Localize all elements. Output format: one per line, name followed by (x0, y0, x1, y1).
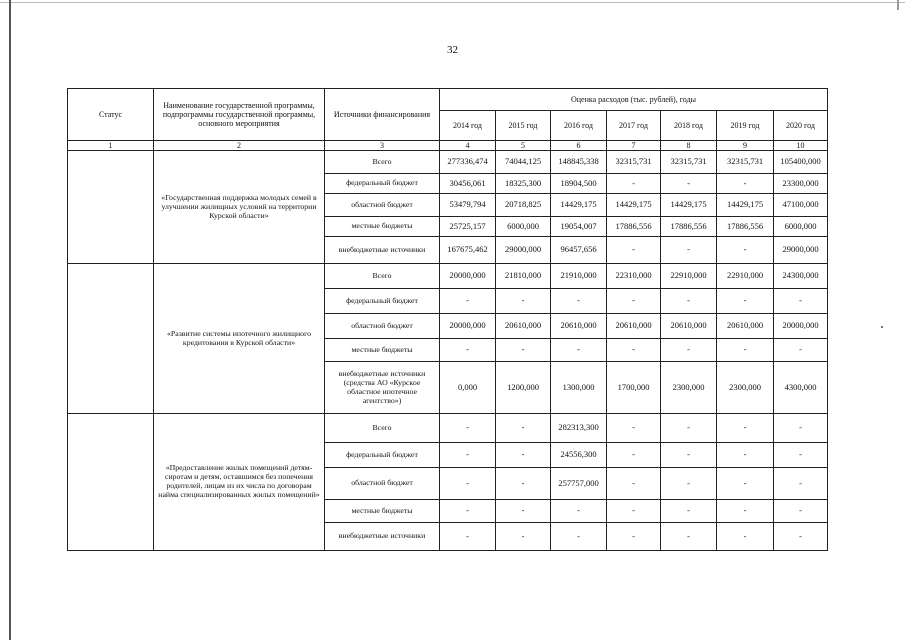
col-number: 8 (661, 141, 717, 151)
value-cell: - (661, 468, 717, 500)
source-cell: внебюджетные источники (325, 237, 440, 264)
value-cell: - (774, 414, 828, 443)
value-cell: - (717, 500, 774, 523)
value-cell: - (717, 414, 774, 443)
scan-mark (897, 0, 899, 10)
table-row (68, 151, 828, 174)
value-cell: 14429,175 (661, 194, 717, 217)
value-cell: 21810,000 (496, 264, 551, 289)
value-cell: - (440, 523, 496, 551)
table-row (68, 264, 828, 289)
value-cell: - (607, 289, 661, 314)
program-name: «Государственная поддержка молодых семей в улучшении жилищных условий на территории Курской области» (154, 151, 325, 264)
value-cell: - (551, 500, 607, 523)
value-cell: - (774, 339, 828, 362)
value-cell: - (661, 289, 717, 314)
value-cell: 4300,000 (774, 362, 828, 414)
page-number: 32 (447, 44, 458, 56)
value-cell: - (774, 523, 828, 551)
value-cell: - (607, 339, 661, 362)
value-cell: 14429,175 (717, 194, 774, 217)
col-number: 6 (551, 141, 607, 151)
source-cell: Всего (325, 264, 440, 289)
value-cell: - (496, 339, 551, 362)
header-year: 2016 год (551, 111, 607, 141)
value-cell: 24300,000 (774, 264, 828, 289)
value-cell: - (551, 523, 607, 551)
value-cell: 32315,731 (717, 151, 774, 174)
value-cell: 53479,794 (440, 194, 496, 217)
col-number: 4 (440, 141, 496, 151)
value-cell: 105400,000 (774, 151, 828, 174)
value-cell: 257757,000 (551, 468, 607, 500)
col-number: 10 (774, 141, 828, 151)
value-cell: - (440, 339, 496, 362)
source-cell: областной бюджет (325, 314, 440, 339)
value-cell: 74044,125 (496, 151, 551, 174)
value-cell: 24556,300 (551, 443, 607, 468)
value-cell: 1700,000 (607, 362, 661, 414)
value-cell: 29000,000 (496, 237, 551, 264)
value-cell: 17886,556 (607, 217, 661, 237)
header-year: 2014 год (440, 111, 496, 141)
value-cell: - (774, 289, 828, 314)
value-cell: - (717, 289, 774, 314)
value-cell: 30456,061 (440, 174, 496, 194)
header-sources: Источники финансирования (325, 89, 440, 141)
value-cell: - (551, 339, 607, 362)
col-number: 3 (325, 141, 440, 151)
value-cell: - (717, 237, 774, 264)
value-cell: - (717, 523, 774, 551)
source-cell: Всего (325, 414, 440, 443)
value-cell: 20000,000 (440, 314, 496, 339)
value-cell: - (440, 443, 496, 468)
status-cell (68, 151, 154, 264)
header-year: 2019 год (717, 111, 774, 141)
value-cell: - (607, 174, 661, 194)
value-cell: 14429,175 (607, 194, 661, 217)
value-cell: - (661, 237, 717, 264)
value-cell: - (661, 339, 717, 362)
value-cell: 20718,825 (496, 194, 551, 217)
value-cell: 22910,000 (717, 264, 774, 289)
value-cell: 20610,000 (607, 314, 661, 339)
value-cell: - (440, 289, 496, 314)
value-cell: 6000,000 (774, 217, 828, 237)
value-cell: 47100,000 (774, 194, 828, 217)
header-status: Статус (68, 89, 154, 141)
value-cell: 96457,656 (551, 237, 607, 264)
scan-edge-left (9, 0, 11, 640)
value-cell: - (496, 500, 551, 523)
source-cell: внебюджетные источники (средства АО «Курское областное ипотечное агентство») (325, 362, 440, 414)
value-cell: - (496, 468, 551, 500)
source-cell: внебюджетные источники (325, 523, 440, 551)
col-number: 7 (607, 141, 661, 151)
value-cell: - (717, 443, 774, 468)
value-cell: 20610,000 (496, 314, 551, 339)
value-cell: 14429,175 (551, 194, 607, 217)
value-cell: - (607, 468, 661, 500)
table-row (68, 414, 828, 443)
value-cell: 20610,000 (551, 314, 607, 339)
value-cell: 25725,157 (440, 217, 496, 237)
value-cell: 2300,000 (717, 362, 774, 414)
value-cell: - (717, 174, 774, 194)
value-cell: 21910,000 (551, 264, 607, 289)
value-cell: - (440, 500, 496, 523)
value-cell: - (551, 289, 607, 314)
value-cell: - (496, 414, 551, 443)
value-cell: 18904,500 (551, 174, 607, 194)
value-cell: - (607, 523, 661, 551)
value-cell: - (774, 500, 828, 523)
value-cell: - (496, 289, 551, 314)
value-cell: - (717, 339, 774, 362)
value-cell: - (440, 468, 496, 500)
value-cell: 277336,474 (440, 151, 496, 174)
budget-table (67, 88, 828, 551)
header-estimate: Оценка расходов (тыс. рублей), годы (440, 89, 828, 111)
value-cell: 29000,000 (774, 237, 828, 264)
value-cell: 6000,000 (496, 217, 551, 237)
header-year: 2015 год (496, 111, 551, 141)
value-cell: - (774, 443, 828, 468)
value-cell: 0,000 (440, 362, 496, 414)
value-cell: - (607, 237, 661, 264)
col-number: 9 (717, 141, 774, 151)
source-cell: федеральный бюджет (325, 443, 440, 468)
value-cell: 20610,000 (717, 314, 774, 339)
col-number: 5 (496, 141, 551, 151)
value-cell: - (496, 523, 551, 551)
source-cell: областной бюджет (325, 194, 440, 217)
value-cell: - (607, 500, 661, 523)
value-cell: 22310,000 (607, 264, 661, 289)
col-number: 1 (68, 141, 154, 151)
value-cell: - (661, 174, 717, 194)
value-cell: 23300,000 (774, 174, 828, 194)
status-cell (68, 264, 154, 414)
value-cell: 22910,000 (661, 264, 717, 289)
value-cell: - (607, 443, 661, 468)
header-year: 2017 год (607, 111, 661, 141)
value-cell: 20000,000 (440, 264, 496, 289)
col-number: 2 (154, 141, 325, 151)
value-cell: 17886,556 (661, 217, 717, 237)
value-cell: 20610,000 (661, 314, 717, 339)
header-year: 2018 год (661, 111, 717, 141)
program-name: «Предоставление жилых помещений детям-сиротам и детям, оставшимся без попечения родителей, лицам из их числа по договорам найма специализированных жилых помещений» (154, 414, 325, 551)
value-cell: 18325,300 (496, 174, 551, 194)
value-cell: 17886,556 (717, 217, 774, 237)
source-cell: местные бюджеты (325, 500, 440, 523)
value-cell: - (607, 414, 661, 443)
value-cell: 1300,000 (551, 362, 607, 414)
source-cell: местные бюджеты (325, 217, 440, 237)
source-cell: федеральный бюджет (325, 174, 440, 194)
value-cell: - (661, 443, 717, 468)
source-cell: областной бюджет (325, 468, 440, 500)
value-cell: 282313,300 (551, 414, 607, 443)
status-cell (68, 414, 154, 551)
value-cell: 20000,000 (774, 314, 828, 339)
value-cell: 19054,007 (551, 217, 607, 237)
value-cell: 167675,462 (440, 237, 496, 264)
value-cell: - (661, 414, 717, 443)
value-cell: 148845,338 (551, 151, 607, 174)
value-cell: 32315,731 (661, 151, 717, 174)
value-cell: - (661, 523, 717, 551)
scan-edge-top (0, 2, 905, 3)
value-cell: - (661, 500, 717, 523)
scan-dot (881, 326, 883, 328)
header-year: 2020 год (774, 111, 828, 141)
value-cell: - (717, 468, 774, 500)
program-name: «Развитие системы ипотечного жилищного кредитования в Курской области» (154, 264, 325, 414)
value-cell: - (440, 414, 496, 443)
value-cell: 2300,000 (661, 362, 717, 414)
source-cell: федеральный бюджет (325, 289, 440, 314)
header-name: Наименование государственной программы, подпрограммы государственной программы, основного мероприятия (154, 89, 325, 141)
value-cell: 32315,731 (607, 151, 661, 174)
source-cell: Всего (325, 151, 440, 174)
value-cell: - (774, 468, 828, 500)
value-cell: 1200,000 (496, 362, 551, 414)
source-cell: местные бюджеты (325, 339, 440, 362)
value-cell: - (496, 443, 551, 468)
